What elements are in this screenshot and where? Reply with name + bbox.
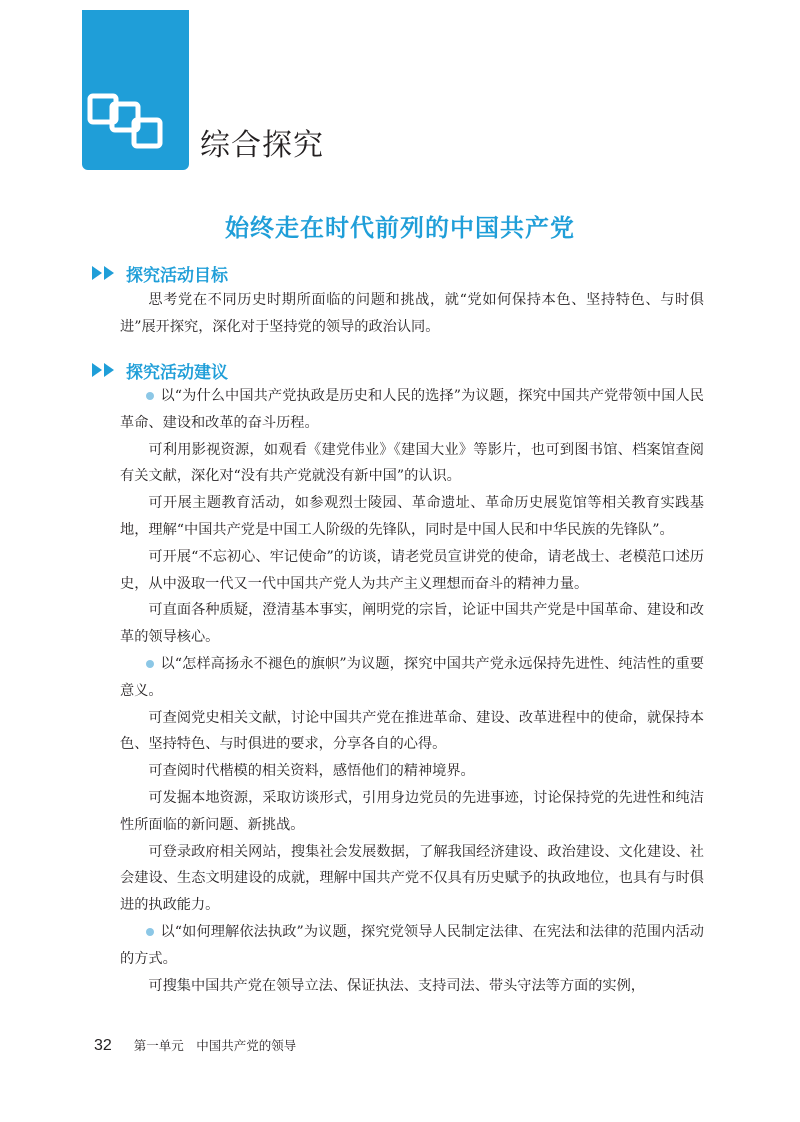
bullet-dot-icon — [146, 660, 154, 668]
suggestions-heading — [92, 359, 228, 381]
paragraph: 可开展主题教育活动，如参观烈士陵园、革命遗址、革命历史展览馆等相关教育实践基地，理解“中国共产党是中国工人阶级的先锋队，同时是中国人民和中华民族的先锋队”。 — [120, 495, 704, 538]
bullet-dot-icon — [146, 928, 154, 936]
goal-heading — [92, 262, 228, 284]
unit-title: 第一单元 中国共产党的领导 — [133, 1038, 297, 1053]
paragraph-text: 以“如何理解依法执政”为议题，探究党领导人民制定法律、在宪法和法律的范围内活动的方式。 — [120, 923, 704, 967]
paragraph: 可利用影视资源，如观看《建党伟业》《建国大业》等影片，也可到图书馆、档案馆查阅有关文献，深化对“没有共产党就没有新中国”的认识。 — [120, 441, 704, 485]
paragraph: 可查阅时代楷模的相关资料，感悟他们的精神境界。 — [148, 763, 475, 780]
double-arrow-icon — [92, 266, 118, 280]
suggestions-heading-text: 探究活动建议 — [126, 362, 228, 383]
bullet-paragraph — [120, 383, 704, 437]
paragraph: 可登录政府相关网站，搜集社会发展数据，了解我国经济建设、政治建设、文化建设、社会建设、生态文明建设的成就，理解中国共产党不仅具有历史赋予的执政地位，也具有与时俱进的执政能力。 — [120, 843, 704, 914]
paragraph: 可搜集中国共产党在领导立法、保证执法、支持司法、带头守法等方面的实例， — [148, 977, 645, 994]
bullet-paragraph — [120, 651, 704, 705]
page-title: 始终走在时代前列的中国共产党 — [225, 214, 575, 242]
bullet-dot-icon — [146, 392, 154, 400]
linked-squares-icon — [86, 88, 168, 168]
page-footer — [94, 1036, 296, 1055]
bullet-paragraph — [120, 919, 704, 973]
goal-paragraph: 思考党在不同历史时期所面临的问题和挑战，就“党如何保持本色、坚持特色、与时俱进”展开探究，深化对于坚持党的领导的政治认同。 — [120, 292, 704, 335]
paragraph-text: 以“为什么中国共产党执政是历史和人民的选择”为议题，探究中国共产党带领中国人民革命、建设和改革的奋斗历程。 — [120, 388, 704, 431]
suggestions-body — [120, 383, 704, 999]
paragraph: 可直面各种质疑，澄清基本事实，阐明党的宗旨，论证中国共产党是中国革命、建设和改革的领导核心。 — [120, 602, 704, 646]
paragraph: 可发掘本地资源，采取访谈形式，引用身边党员的先进事迹，讨论保持党的先进性和纯洁性所面临的新问题、新挑战。 — [120, 789, 704, 833]
paragraph-text: 以“怎样高扬永不褪色的旗帜”为议题，探究中国共产党永远保持先进性、纯洁性的重要意义。 — [120, 655, 704, 699]
page-number: 32 — [94, 1037, 112, 1054]
goal-body — [120, 287, 704, 341]
goal-heading-text: 探究活动目标 — [126, 265, 228, 286]
paragraph: 可查阅党史相关文献，讨论中国共产党在推进革命、建设、改革进程中的使命，就保持本色、坚持特色、与时俱进的要求，分享各自的心得。 — [120, 709, 704, 753]
paragraph: 可开展“不忘初心、牢记使命”的访谈，请老党员宣讲党的使命，请老战士、老模范口述历史，从中汲取一代又一代中国共产党人为共产主义理想而奋斗的精神力量。 — [120, 548, 704, 592]
double-arrow-icon — [92, 363, 118, 377]
section-label: 综合探究 — [200, 128, 324, 163]
section-tab — [82, 10, 189, 170]
